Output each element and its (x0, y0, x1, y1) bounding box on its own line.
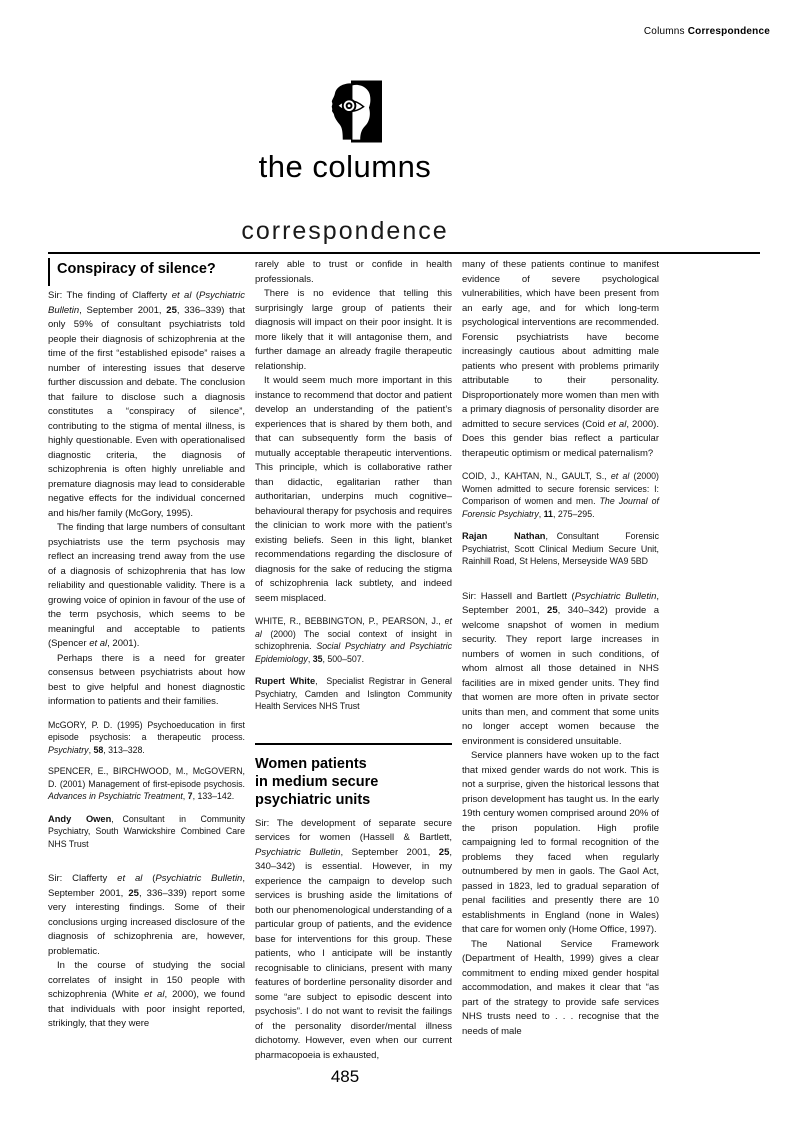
letter-paragraph: The National Service Framework (Department of Health, 1999) gives a clear commitment to ending mixed gender hospital accommodation, and makes it clear that “as part of the strategy to provide safe services NHS trusts need to . . . recognise that the needs of male (462, 938, 659, 1037)
letter-paragraph: It would seem much more important in this instance to recommend that doctor and patient develop an understanding of the patient’s experiences that is shared by them both, and that can subsequently form the basis of mutually acceptable therapeutic interventions. This principle, which is collaborative rather than didactic, egalitarian rather than authoritarian, underpins much cognitive–behavioural therapy for psychosis and requires the clinician to work more with the patient’s existing beliefs. Seen in this light, blanket recommendations regarding the disclosure of diagnosis for the sake of reducing the stigma of schizophrenia lack subtlety, and indeed seem misplaced. (255, 375, 452, 604)
letter-paragraph: Perhaps there is a need for greater consensus between psychiatrists about how best to give helpful and honest diagnostic information to patients and their families. (48, 652, 245, 707)
text-column-1 (48, 258, 245, 1063)
letter-paragraph: rarely able to trust or confide in health professionals. (255, 259, 452, 285)
reference: McGORY, P. D. (1995) Psychoeducation in first episode psychosis: a therapeutic process. Psychiatry, 58, 313–328. (48, 719, 245, 755)
masthead-logo (320, 80, 382, 143)
letter-section-heading: Women patients in medium secure psychiatric units (255, 755, 379, 808)
letters-columns (48, 258, 659, 1063)
letter-paragraph: There is no evidence that telling this surprisingly large group of patients their diagnosis will impact on their poor insight. It is more likely that it will antagonise them, and further damage an already fragile therapeutic relationship. (255, 288, 452, 372)
running-head-section: Columns (643, 26, 685, 37)
letter-paragraph: In the course of studying the social correlates of insight in 150 people with schizophrenia (White et al, 2000), we found that individuals with poor insight reported, strikingly, that they were (48, 960, 245, 1029)
text-column-2 (255, 258, 452, 1063)
reference: SPENCER, E., BIRCHWOOD, M., McGOVERN, D. (2001) Management of first-episode psychosis. Advances in Psychiatric Treatment, 7, 133–142. (48, 766, 245, 801)
running-head (644, 26, 770, 37)
masthead-rule (48, 252, 760, 254)
letter-paragraph: many of these patients continue to manifest evidence of severe psychological vulnerabilities, which have been present from an early age, and for which long-term psychological interventions are recommended. Forensic psychiatrists have become increasingly cautious about admitting male patients who present with problems primarily attributable to their personality. Disproportionately more women than men with a primary diagnosis of personality disorder are admitted to secure services (Coid et al, 2000). Does this gender bias reflect a particular therapeutic optimism or medical paternalism? (462, 259, 659, 459)
letter-paragraph: Sir: Clafferty et al (Psychiatric Bulletin, September 2001, 25, 336–339) report some very interesting findings. Some of their conclusions urging increased disclosure of the diagnosis of schizophrenia are, however, problematic. (48, 873, 245, 957)
letter-heading: Conspiracy of silence? (48, 258, 245, 286)
section-title: correspondence (241, 217, 449, 245)
text-column-3 (462, 258, 659, 1063)
section-divider (255, 743, 452, 745)
page-number: 485 (330, 1067, 360, 1086)
journal-title: the columns (258, 149, 432, 184)
half-faces-eye-icon (320, 80, 382, 143)
signature: Andy Owen, Consultant in Community Psychiatry, South Warwickshire Combined Care NHS Trust (48, 813, 246, 849)
signature: Rupert White, Specialist Registrar in General Psychiatry, Camden and Islington Community Health Services NHS Trust (255, 676, 452, 711)
signature: Rajan Nathan, Consultant Forensic Psychiatrist, Scott Clinical Medium Secure Unit, Rainhill Road, St Helens, Merseyside WA9 5BD (462, 531, 659, 566)
reference: WHITE, R., BEBBINGTON, P., PEARSON, J., et al (2000) The social context of insight in schizophrenia. Social Psychiatry and Psychiatric Epidemiology, 35, 500–507. (255, 616, 452, 664)
letter-paragraph: Sir: The finding of Clafferty et al (Psychiatric Bulletin, September 2001, 25, 336–339) that only 59% of consultant psychiatrists told people their diagnosis of schizophrenia at the time of the first “established episode” raises a number of interesting issues that deserve further discussion and debate. The conclusion that failure to disclose such a diagnosis constitutes a “conspiracy of silence”, contributing to the stigma of mental illness, is highly questionable. Even with operationalised diagnostic criteria, the diagnosis of schizophrenia is often highly unreliable and premature diagnosis may lead to considerable negative effects for the individual concerned and his/her family (McGory, 1995). (48, 290, 245, 519)
letter-paragraph: The finding that large numbers of consultant psychiatrists use the term psychosis may reflect an increasing trend away from the use of a diagnosis of schizophrenia that has low reliability and questionable validity. There is a growing voice of opinion in favour of the use of the term psychosis, which seems to be meaningful and acceptable to patients (Spencer et al, 2001). (48, 522, 245, 649)
running-head-title: Correspondence (687, 26, 770, 37)
letter-paragraph: Sir: The development of separate secure services for women (Hassell & Bartlett, Psychiatric Bulletin, September 2001, 25, 340–342) is essential. However, in my experience the campaign to develop such services is brushing aside the limitations of both our phenomenological understanding of a particular group of patients, and the evidence base for interventions for this group. These patients, who I anticipate will be instantly recognisable to clinicians, present with many features of borderline personality disorder and some “are subject to episodic descent into psychosis”. I do not want to revisit the failings of the personality disorder/mental illness dichotomy. However, even when our current pharmacopoeia is exhausted, (255, 817, 452, 1061)
letter-paragraph: Service planners have woken up to the fact that mixed gender wards do not work. This is not a surprise, given the historical lessons that prison development has taught us. In the early 19th century women comprised around 20% of the prison population. High profile campaigning led to formal recognition of the problems they faced when regularly outnumbered by men in gaols. The Gaol Act, passed in 1823, led to gradual separation of penal facilities and presently there are 10 establishments in England (none in Wales) that care for women only (Home Office, 1997). (462, 750, 659, 935)
letter-paragraph: Sir: Hassell and Bartlett (Psychiatric Bulletin, September 2001, 25, 340–342) provide a welcome snapshot of women in medium security. They report large increases in numbers of women in such conditions, of whom almost all those detained in NHS facilities are in mixed gender units. They find that women are more often in private sector units than men, and comment that some units no longer accept women because the environment is considered unsuitable. (462, 590, 659, 747)
reference: COID, J., KAHTAN, N., GAULT, S., et al (2000) Women admitted to secure forensic services: I: Comparison of women and men. The Journal of Forensic Psychiatry, 11, 275–295. (462, 471, 659, 519)
